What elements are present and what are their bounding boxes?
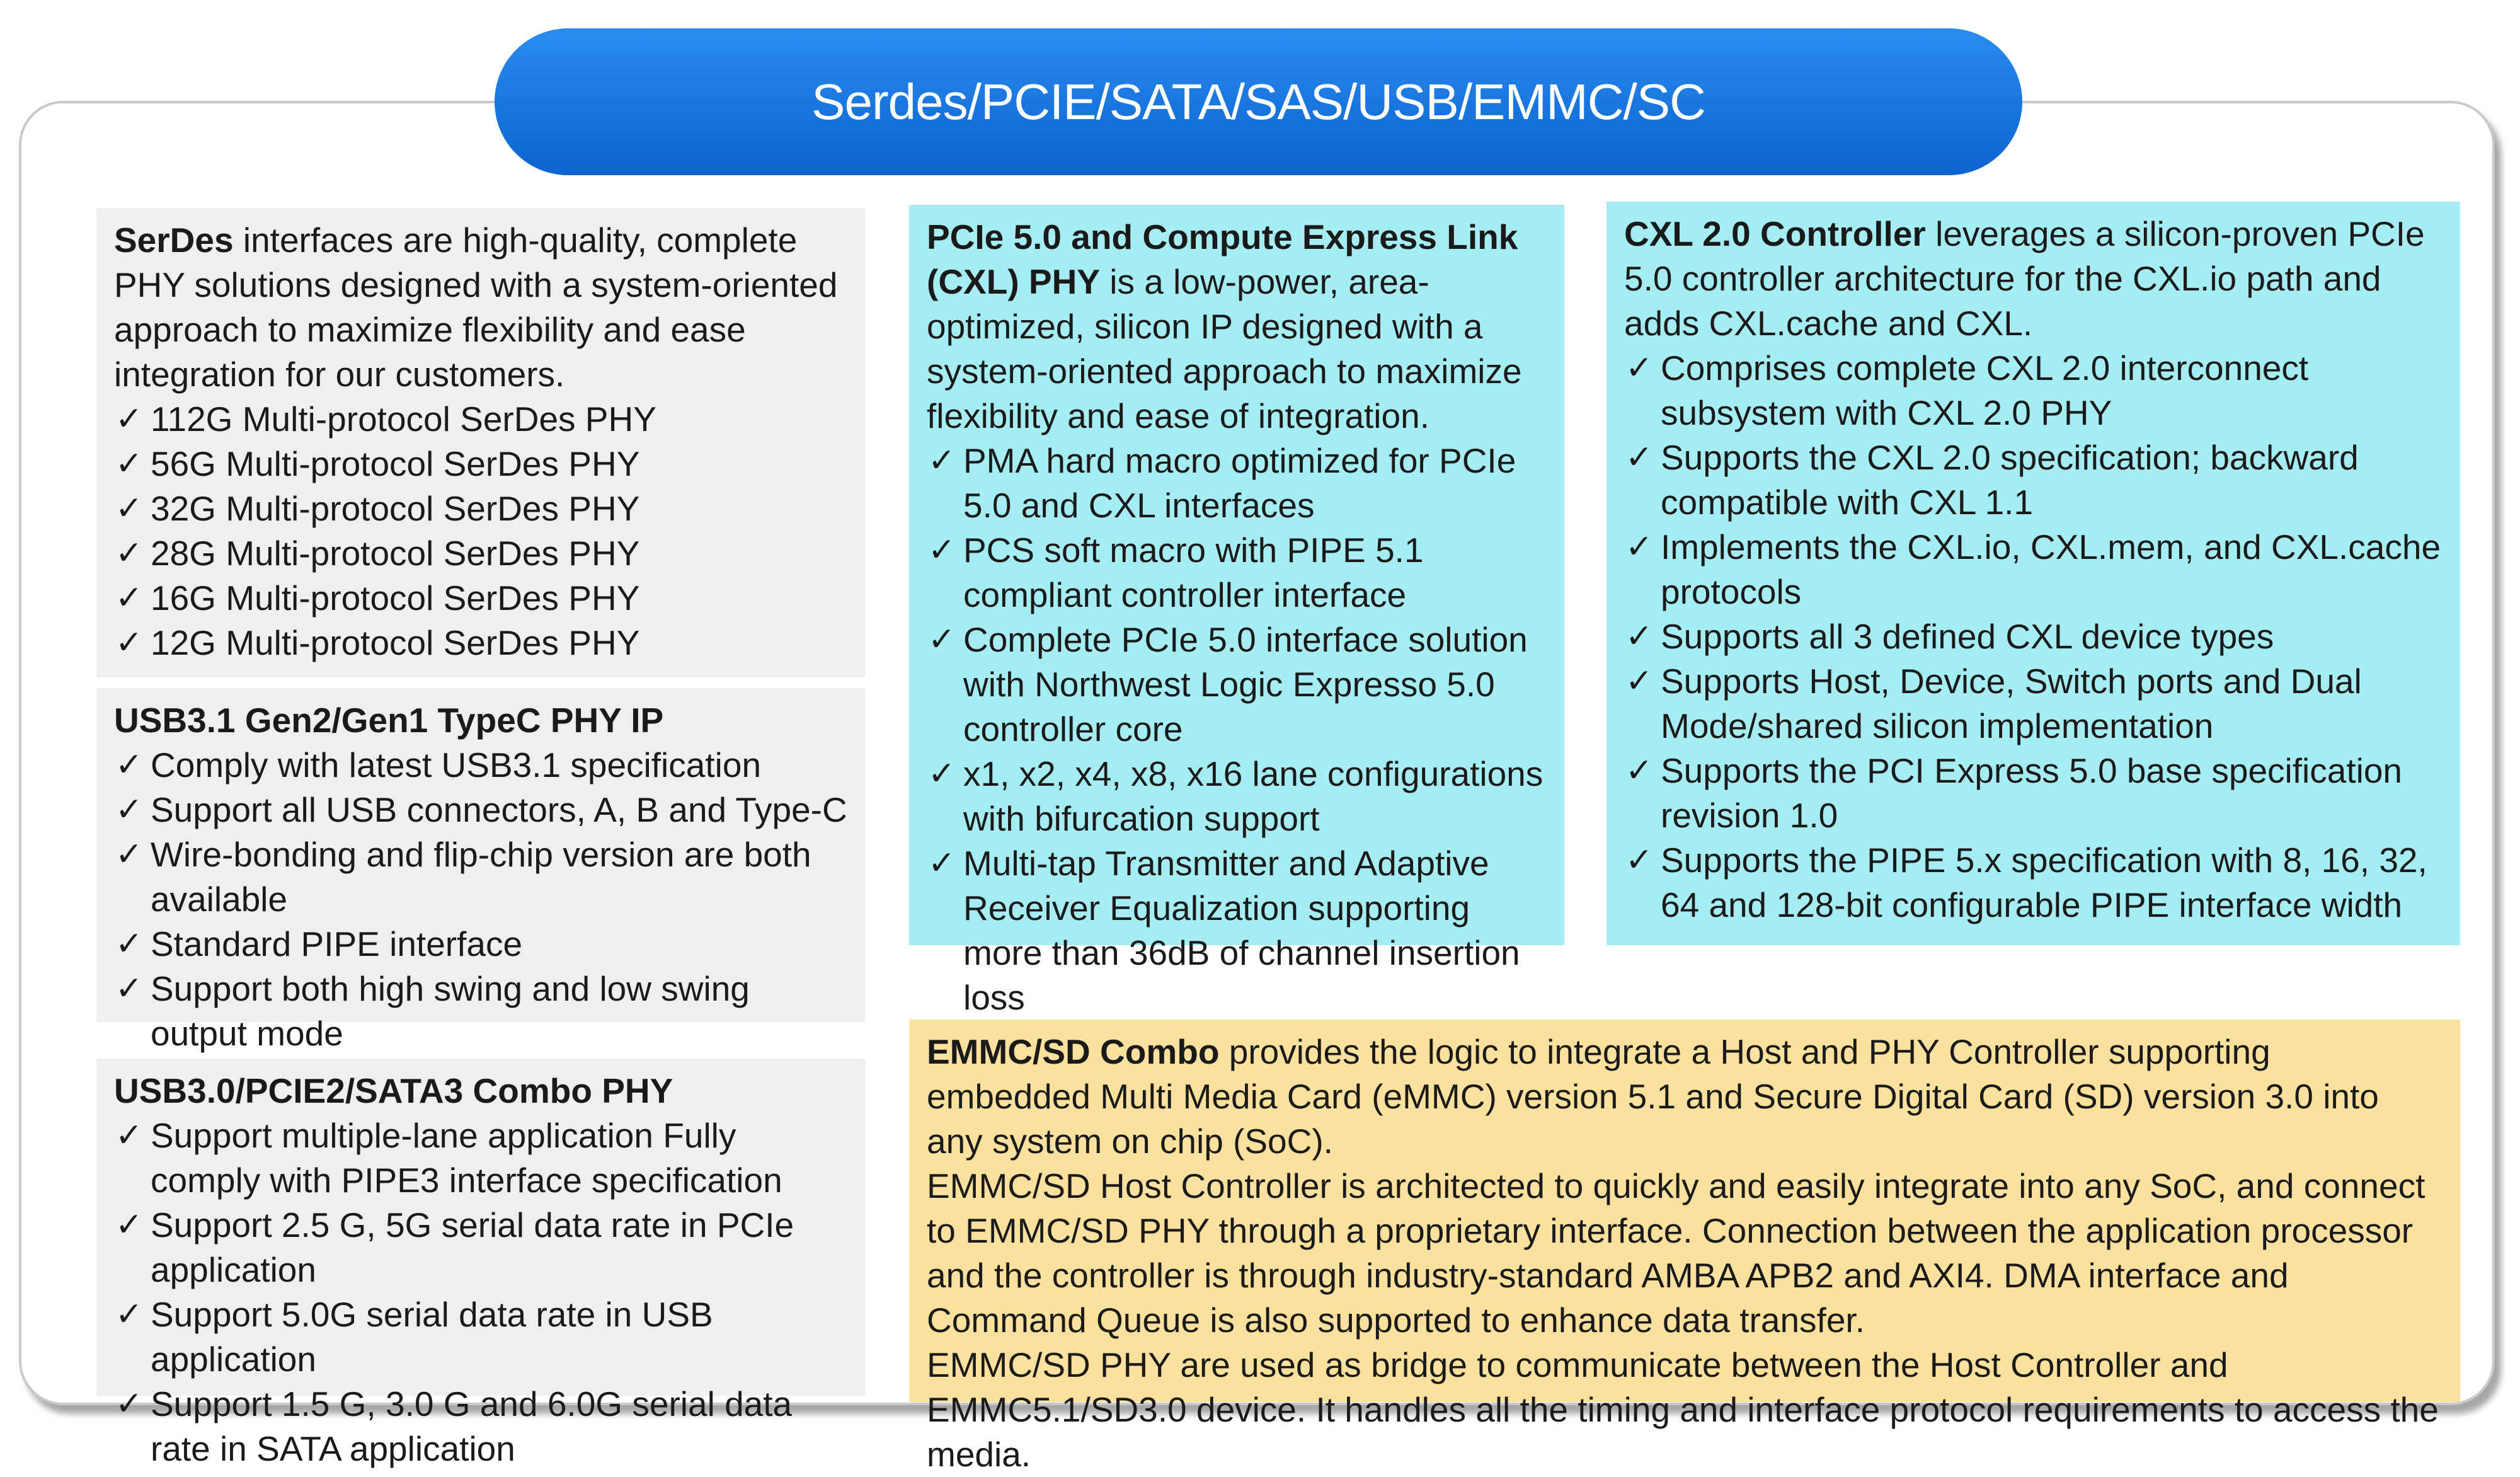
pcie-list	[927, 439, 1547, 1020]
list-item: ✓ PMA hard macro optimized for PCIe 5.0 and CXL interfaces	[927, 439, 1547, 528]
check-icon: ✓	[1625, 662, 1653, 700]
pcie-lead: PCIe 5.0 and Compute Express Link (CXL) PHY	[927, 217, 1518, 301]
serdes-text: interfaces are high-quality, complete PHY solutions designed with a system-oriented approach to maximize flexibility and ease integration for our customers.	[114, 221, 838, 394]
cxl-box	[1606, 202, 2460, 945]
list-item: ✓ Comply with latest USB3.1 specification	[114, 743, 847, 788]
check-icon: ✓	[1625, 439, 1653, 476]
list-item: ✓ PCS soft macro with PIPE 5.1 compliant controller interface	[927, 528, 1547, 618]
list-item: ✓ Wire-bonding and flip-chip version are both available	[114, 832, 847, 922]
cxl-list	[1624, 346, 2443, 928]
cxl-text: leverages a silicon-proven PCIe 5.0 controller architecture for the CXL.io path and adds CXL.cache and CXL.	[1624, 214, 2425, 343]
list-item: ✓ 56G Multi-protocol SerDes PHY	[114, 442, 847, 486]
check-icon: ✓	[115, 490, 143, 527]
list-item: ✓ Comprises complete CXL 2.0 interconnect subsystem with CXL 2.0 PHY	[1624, 346, 2443, 435]
list-item: ✓ Supports the CXL 2.0 specification; backward compatible with CXL 1.1	[1624, 435, 2443, 525]
check-icon: ✓	[115, 1385, 143, 1423]
list-item: ✓ Supports Host, Device, Switch ports and Dual Mode/shared silicon implementation	[1624, 659, 2443, 749]
check-icon: ✓	[115, 1296, 143, 1333]
check-icon: ✓	[928, 531, 956, 569]
usb30-box	[96, 1059, 865, 1468]
pcie-box	[909, 205, 1564, 1017]
list-item: ✓ Supports all 3 defined CXL device types	[1624, 614, 2443, 659]
check-icon: ✓	[115, 746, 143, 784]
emmc-text: provides the logic to integrate a Host and PHY Controller supporting embedded Multi Media Card (eMMC) version 5.1 and Secure Digital Card (SD) version 3.0 into any system on chip (SoC).	[927, 1032, 2379, 1161]
check-icon: ✓	[928, 442, 956, 480]
check-icon: ✓	[115, 836, 143, 873]
list-item: ✓ Support 1.5 G, 3.0 G and 6.0G serial data rate in SATA application	[114, 1382, 847, 1471]
usb30-heading: USB3.0/PCIE2/SATA3 Combo PHY	[114, 1071, 673, 1110]
usb30-list	[114, 1113, 847, 1471]
list-item: ✓ 32G Multi-protocol SerDes PHY	[114, 486, 847, 531]
check-icon: ✓	[1625, 618, 1653, 655]
list-item: ✓ 28G Multi-protocol SerDes PHY	[114, 531, 847, 576]
usb31-box	[96, 688, 865, 1053]
check-icon: ✓	[1625, 349, 1653, 387]
check-icon: ✓	[928, 844, 956, 882]
check-icon: ✓	[115, 925, 143, 963]
list-item: ✓ 112G Multi-protocol SerDes PHY	[114, 397, 847, 442]
title-banner	[495, 28, 2022, 175]
check-icon: ✓	[115, 534, 143, 572]
serdes-list	[114, 397, 847, 665]
check-icon: ✓	[115, 445, 143, 483]
pcie-intro	[927, 215, 1547, 439]
check-icon: ✓	[1625, 528, 1653, 566]
check-icon: ✓	[115, 791, 143, 829]
check-icon: ✓	[1625, 752, 1653, 790]
emmc-intro	[927, 1030, 2443, 1164]
list-item: ✓ 12G Multi-protocol SerDes PHY	[114, 621, 847, 665]
check-icon: ✓	[115, 624, 143, 662]
check-icon: ✓	[928, 621, 956, 658]
list-item: ✓ Support 2.5 G, 5G serial data rate in PCIe application	[114, 1203, 847, 1292]
check-icon: ✓	[115, 1117, 143, 1154]
cxl-lead: CXL 2.0 Controller	[1624, 214, 1926, 253]
usb31-heading: USB3.1 Gen2/Gen1 TypeC PHY IP	[114, 701, 664, 740]
list-item: ✓ Standard PIPE interface	[114, 922, 847, 967]
list-item: ✓ 16G Multi-protocol SerDes PHY	[114, 576, 847, 621]
serdes-box	[96, 208, 865, 677]
check-icon: ✓	[115, 970, 143, 1008]
emmc-box	[909, 1020, 2460, 1474]
list-item: ✓ Support both high swing and low swing output mode	[114, 967, 847, 1056]
list-item: ✓ Support all USB connectors, A, B and Type-C	[114, 788, 847, 832]
check-icon: ✓	[115, 1206, 143, 1244]
list-item: ✓ Support multiple-lane application Fully comply with PIPE3 interface specification	[114, 1113, 847, 1203]
cxl-intro	[1624, 212, 2443, 346]
check-icon: ✓	[115, 400, 143, 438]
title-text: Serdes/PCIE/SATA/SAS/USB/EMMC/SC	[811, 73, 1705, 130]
pcie-text: is a low-power, area-optimized, silicon IP designed with a system-oriented approach to maximize flexibility and ease of integration.	[927, 262, 1522, 435]
check-icon: ✓	[115, 579, 143, 617]
list-item: ✓ x1, x2, x4, x8, x16 lane configurations with bifurcation support	[927, 752, 1547, 841]
serdes-lead: SerDes	[114, 221, 234, 260]
emmc-phy-paragraph: EMMC/SD PHY are used as bridge to communicate between the Host Controller and EMMC5.1/SD3.0 device. It handles all the timing and interface protocol requirements to access the media.	[927, 1345, 2439, 1474]
list-item: ✓ Supports the PCI Express 5.0 base specification revision 1.0	[1624, 749, 2443, 838]
check-icon: ✓	[928, 755, 956, 793]
list-item: ✓ Supports the PIPE 5.x specification with 8, 16, 32, 64 and 128-bit configurable PIPE interface width	[1624, 838, 2443, 928]
list-item: ✓ Complete PCIe 5.0 interface solution with Northwest Logic Expresso 5.0 controller core	[927, 618, 1547, 752]
list-item: ✓ Multi-tap Transmitter and Adaptive Receiver Equalization supporting more than 36dB of channel insertion loss	[927, 841, 1547, 1020]
check-icon: ✓	[1625, 841, 1653, 879]
emmc-host-paragraph: EMMC/SD Host Controller is architected to quickly and easily integrate into any SoC, and connect to EMMC/SD PHY through a proprietary interface. Connection between the application processor and the controller is through industry-standard AMBA APB2 and AXI4. DMA interface and Command Queue is also supported to enhance data transfer.	[927, 1166, 2426, 1340]
serdes-intro	[114, 218, 847, 397]
emmc-lead: EMMC/SD Combo	[927, 1032, 1220, 1071]
list-item: ✓ Implements the CXL.io, CXL.mem, and CXL.cache protocols	[1624, 525, 2443, 614]
usb31-list	[114, 743, 847, 1056]
list-item: ✓ Support 5.0G serial data rate in USB application	[114, 1292, 847, 1382]
